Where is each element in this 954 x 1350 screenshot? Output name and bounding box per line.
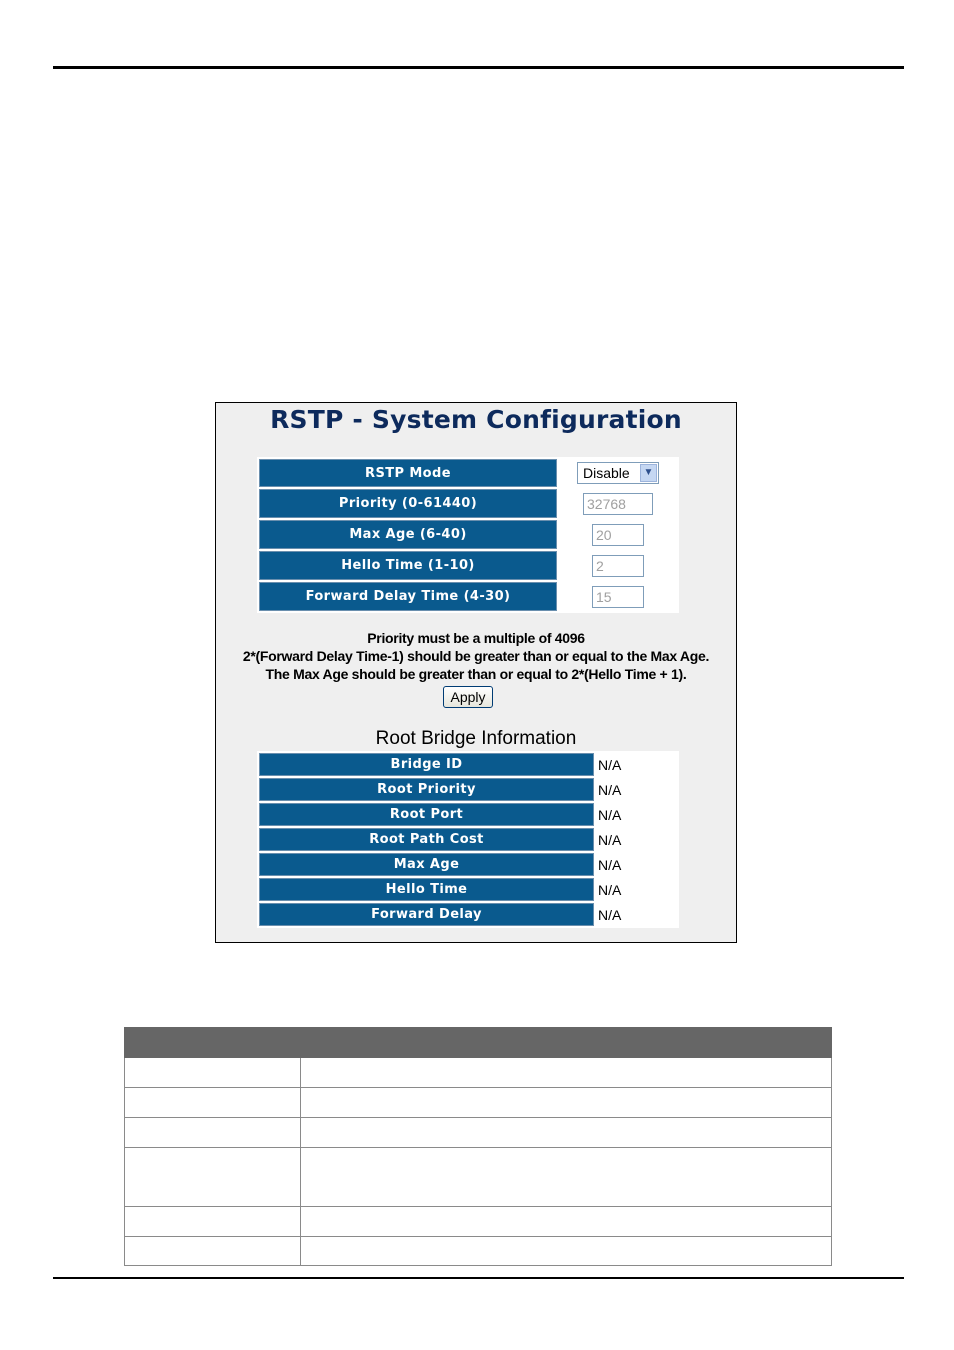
label-priority: Priority (0-61440) — [259, 489, 557, 518]
label-root-port: Root Port — [259, 803, 594, 826]
top-rule — [53, 66, 904, 69]
value-forward-delay: N/A — [596, 903, 677, 926]
label-max-age: Max Age (6-40) — [259, 520, 557, 549]
forward-delay-input[interactable]: 15 — [592, 586, 644, 608]
apply-button[interactable]: Apply — [443, 686, 493, 708]
chevron-down-icon[interactable]: ▼ — [640, 464, 657, 482]
label-rstp-mode: RSTP Mode — [259, 459, 557, 487]
label-hello-time-info: Hello Time — [259, 878, 594, 901]
root-bridge-table — [257, 751, 679, 928]
table-row — [125, 1058, 832, 1088]
config-table — [257, 457, 679, 613]
table-row — [125, 1207, 832, 1237]
label-forward-delay-time: Forward Delay Time (4-30) — [259, 582, 557, 611]
value-bridge-id: N/A — [596, 753, 677, 776]
value-root-path-cost: N/A — [596, 828, 677, 851]
note-priority: Priority must be a multiple of 4096 — [367, 630, 585, 646]
bottom-rule — [53, 1277, 904, 1279]
rstp-mode-value: Disable — [583, 465, 630, 481]
value-root-priority: N/A — [596, 778, 677, 801]
value-root-port: N/A — [596, 803, 677, 826]
hello-time-input[interactable]: 2 — [592, 555, 644, 577]
label-hello-time: Hello Time (1-10) — [259, 551, 557, 580]
value-hello-time: N/A — [596, 878, 677, 901]
label-bridge-id: Bridge ID — [259, 753, 594, 776]
table-row — [125, 1088, 832, 1118]
label-forward-delay-info: Forward Delay — [259, 903, 594, 926]
label-root-path-cost: Root Path Cost — [259, 828, 594, 851]
label-root-priority: Root Priority — [259, 778, 594, 801]
rstp-mode-select[interactable] — [577, 462, 659, 484]
priority-input[interactable]: 32768 — [583, 493, 653, 515]
note-forward-delay: 2*(Forward Delay Time-1) should be greater than or equal to the Max Age. — [242, 648, 710, 664]
max-age-input[interactable]: 20 — [592, 524, 644, 546]
panel-title: RSTP - System Configuration — [270, 405, 682, 434]
table-row — [125, 1118, 832, 1148]
table-row — [125, 1237, 832, 1266]
table-row — [125, 1148, 832, 1207]
value-max-age: N/A — [596, 853, 677, 876]
config-notes — [216, 629, 736, 683]
rstp-config-panel — [215, 402, 737, 943]
label-max-age-info: Max Age — [259, 853, 594, 876]
description-table — [124, 1027, 832, 1266]
note-max-age: The Max Age should be greater than or equal to 2*(Hello Time + 1). — [265, 666, 687, 682]
root-bridge-title: Root Bridge Information — [375, 728, 577, 749]
description-table-header — [125, 1028, 832, 1058]
